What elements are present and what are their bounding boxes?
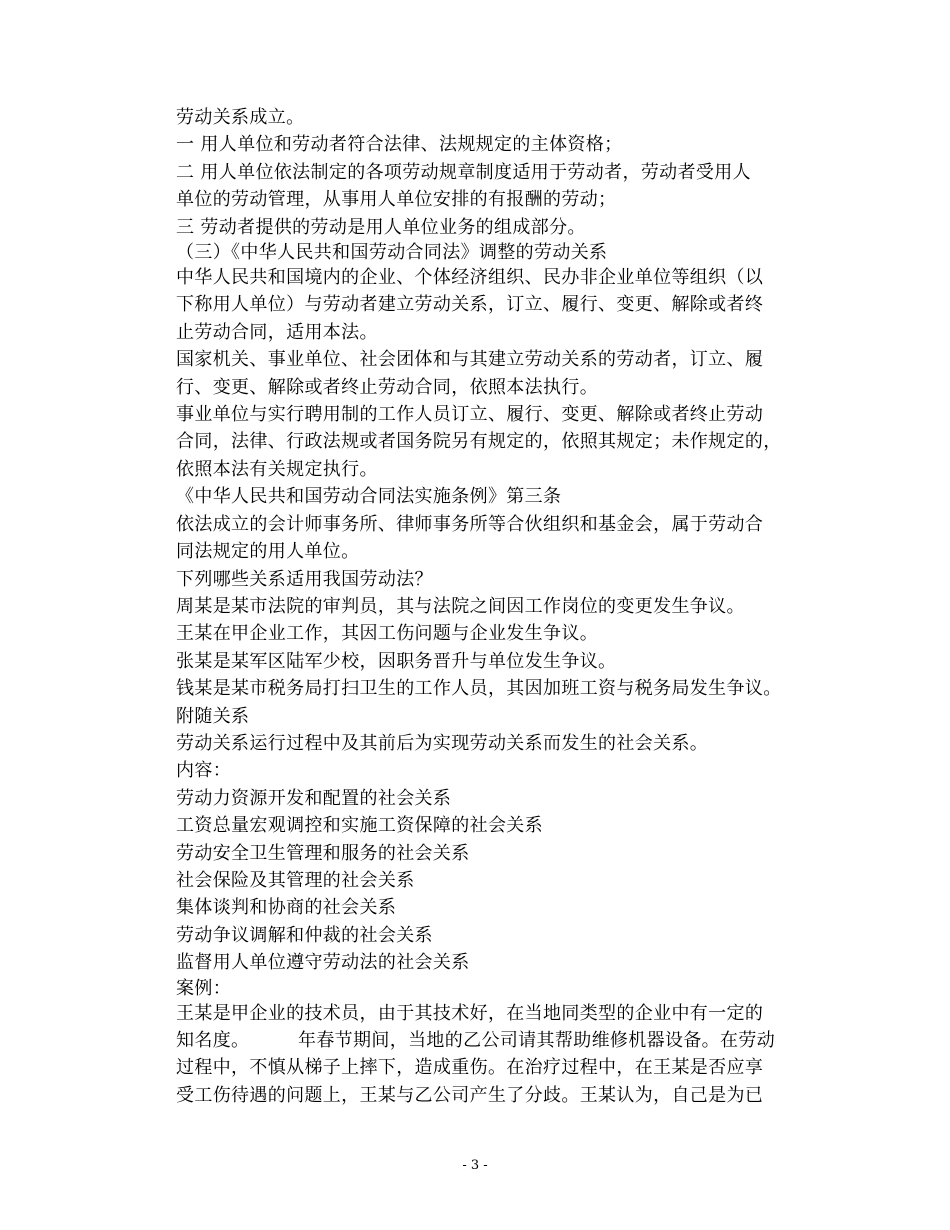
text-line: 依照本法有关规定执行。 [176, 458, 378, 480]
document-body [176, 104, 786, 1109]
text-line: 劳动关系运行过程中及其前后为实现劳动关系而发生的社会关系。 [176, 732, 709, 754]
text-line: 受工伤待遇的问题上，王某与乙公司产生了分歧。王某认为，自己是为已 [176, 1084, 764, 1106]
text-line: 《中华人民共和国劳动合同法实施条例》第三条 [176, 486, 562, 508]
question-line: 下列哪些关系适用我国劳动法？ [176, 568, 433, 590]
text-line: 同法规定的用人单位。 [176, 541, 360, 563]
text-line: 王某是甲企业的技术员，由于其技术好，在当地同类型的企业中有一定的 [176, 1002, 764, 1024]
text-line: 内容： [176, 760, 232, 782]
list-item: 劳动安全卫生管理和服务的社会关系 [176, 842, 470, 864]
text-line: 行、变更、解除或者终止劳动合同，依照本法执行。 [176, 376, 599, 398]
list-item: 劳动力资源开发和配置的社会关系 [176, 787, 452, 809]
text-line: 单位的劳动管理，从事用人单位安排的有报酬的劳动； [176, 189, 617, 211]
section-heading: 附随关系 [176, 705, 250, 727]
option-line: 周某是某市法院的审判员，其与法院之间因工作岗位的变更发生争议。 [176, 595, 745, 617]
option-line: 王某在甲企业工作，其因工伤问题与企业发生争议。 [176, 623, 599, 645]
list-item: 社会保险及其管理的社会关系 [176, 869, 415, 891]
text-line: 中华人民共和国境内的企业、个体经济组织、民办非企业单位等组织（以 [176, 267, 764, 289]
text-line: 事业单位与实行聘用制的工作人员订立、履行、变更、解除或者终止劳动 [176, 404, 764, 426]
option-line: 张某是某军区陆军少校，因职务晋升与单位发生争议。 [176, 650, 617, 672]
page-number: - 3 - [462, 1158, 488, 1173]
text-line: 下称用人单位）与劳动者建立劳动关系，订立、履行、变更、解除或者终 [176, 294, 764, 316]
text-line: 知名度。 年春节期间，当地的乙公司请其帮助维修机器设备。在劳动 [176, 1030, 776, 1051]
section-heading: （三）《中华人民共和国劳动合同法》调整的劳动关系 [176, 242, 608, 264]
list-item: 劳动争议调解和仲裁的社会关系 [176, 924, 433, 946]
text-line: 案例： [176, 977, 232, 999]
text-line: 过程中，不慎从梯子上摔下，造成重伤。在治疗过程中，在王某是否应享 [176, 1057, 764, 1079]
option-line: 钱某是某市税务局打扫卫生的工作人员，其因加班工资与税务局发生争议。 [176, 678, 782, 700]
list-item: 一 用人单位和劳动者符合法律、法规规定的主体资格； [176, 134, 623, 156]
list-item: 工资总量宏观调控和实施工资保障的社会关系 [176, 815, 543, 837]
list-item: 二 用人单位依法制定的各项劳动规章制度适用于劳动者，劳动者受用人 [176, 161, 751, 183]
text-line: 劳动关系成立。 [176, 107, 305, 128]
text-line: 止劳动合同，适用本法。 [176, 321, 378, 343]
text-line: 合同，法律、行政法规或者国务院另有规定的，依照其规定；未作规定的， [176, 431, 782, 453]
list-item: 监督用人单位遵守劳动法的社会关系 [176, 952, 470, 974]
text-line: 依法成立的会计师事务所、律师事务所等合伙组织和基金会，属于劳动合 [176, 513, 764, 535]
list-item: 集体谈判和协商的社会关系 [176, 897, 397, 919]
list-item: 三 劳动者提供的劳动是用人单位业务的组成部分。 [176, 216, 586, 238]
text-line: 国家机关、事业单位、社会团体和与其建立劳动关系的劳动者，订立、履 [176, 349, 764, 371]
